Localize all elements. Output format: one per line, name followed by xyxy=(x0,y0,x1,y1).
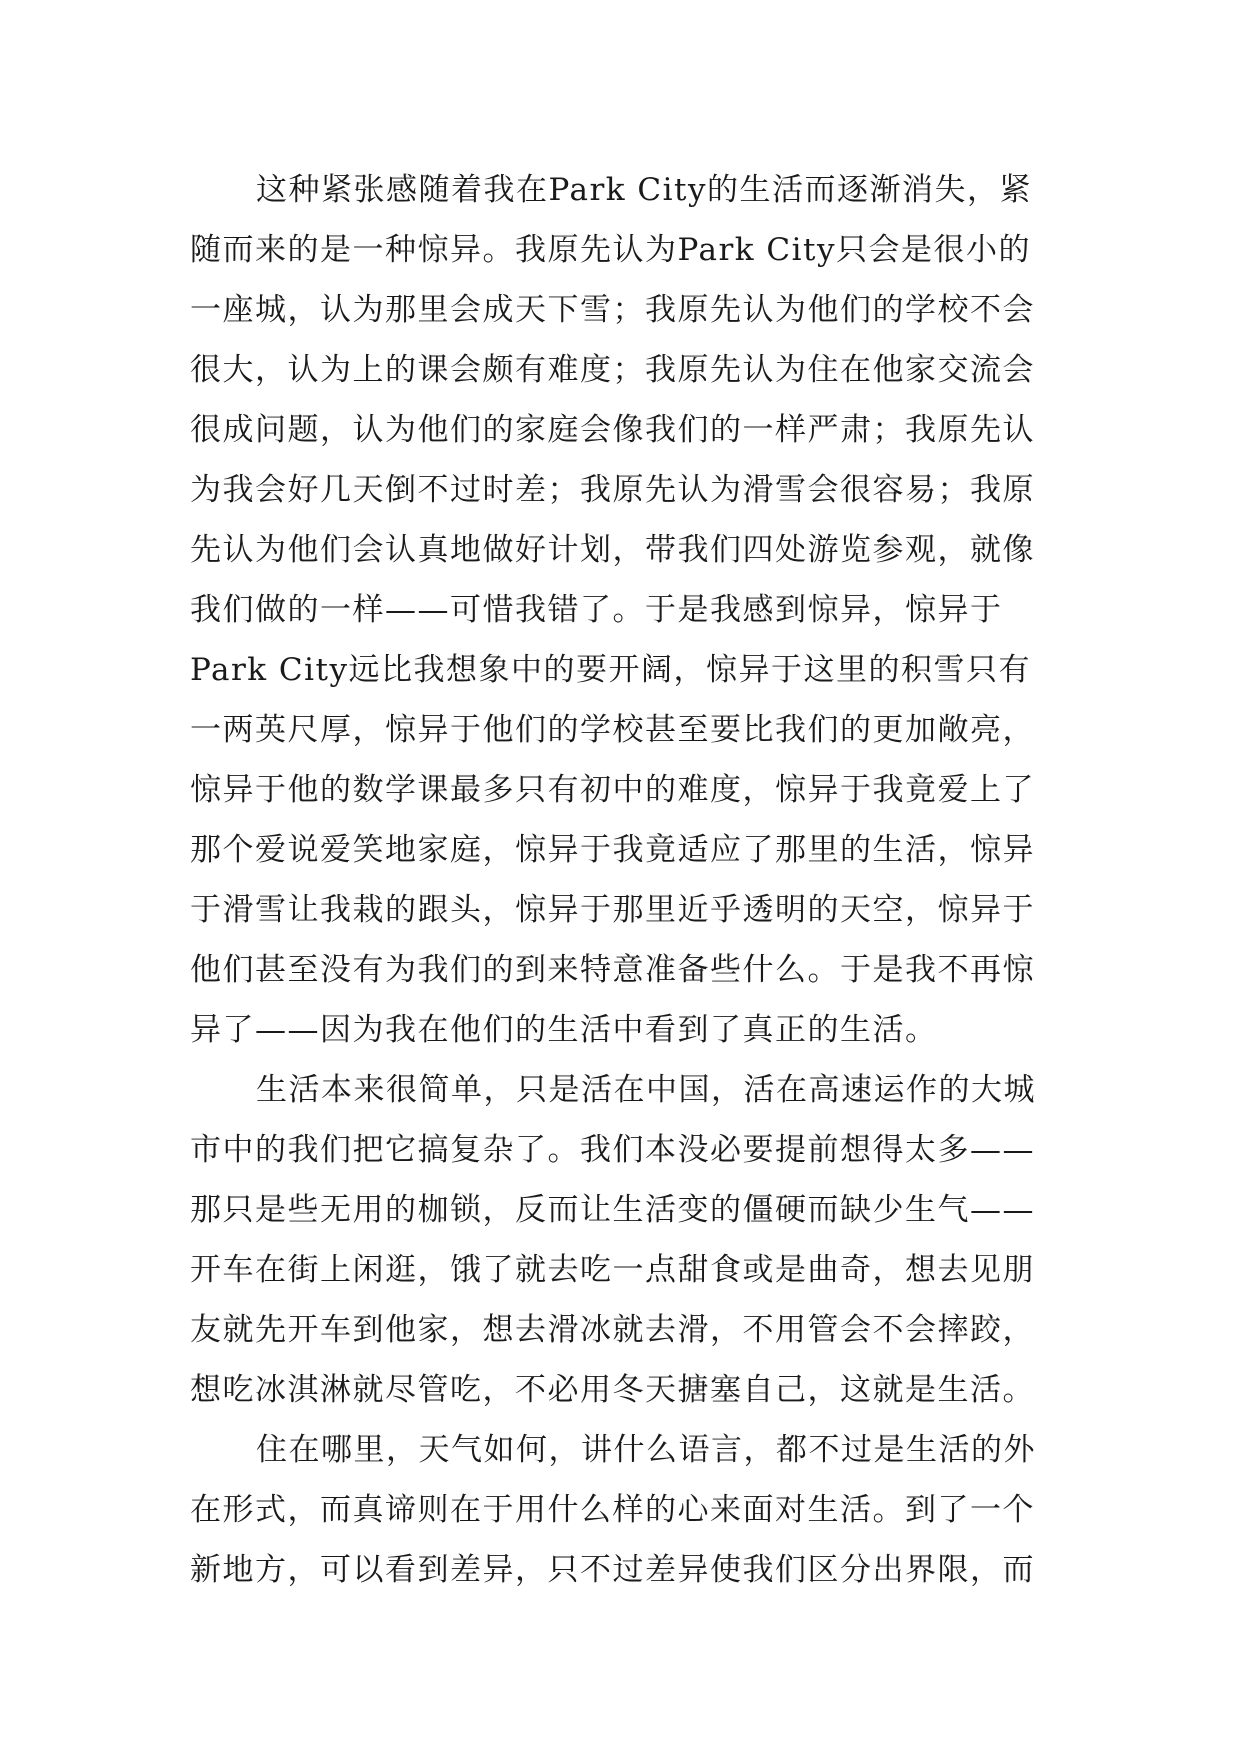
paragraph-3-line-3: 新地方，可以看到差异，只不过差异使我们区分出界限，而 xyxy=(190,1552,1035,1588)
paragraph-1-line-7: 先认为他们会认真地做好计划，带我们四处游览参观，就像 xyxy=(190,532,1035,568)
body-text xyxy=(190,160,1070,1600)
paragraph-1-line-8: 我们做的一样——可惜我错了。于是我感到惊异，惊异于 xyxy=(190,592,1003,628)
paragraph-1-line-11: 惊异于他的数学课最多只有初中的难度，惊异于我竟爱上了 xyxy=(190,772,1035,808)
paragraph-1-line-9: Park City远比我想象中的要开阔，惊异于这里的积雪只有 xyxy=(190,652,1032,688)
paragraph-2-line-1: 生活本来很简单，只是活在中国，活在高速运作的大城 xyxy=(256,1072,1036,1108)
paragraph-1-line-13: 于滑雪让我栽的跟头，惊异于那里近乎透明的天空，惊异于 xyxy=(190,892,1035,928)
paragraph-2-line-3: 那只是些无用的枷锁，反而让生活变的僵硬而缺少生气—— xyxy=(190,1192,1035,1228)
paragraph-1-line-15: 异了——因为我在他们的生活中看到了真正的生活。 xyxy=(190,1012,938,1048)
paragraph-1-line-1: 这种紧张感随着我在Park City的生活而逐渐消失，紧 xyxy=(256,172,1033,208)
paragraph-2-line-5: 友就先开车到他家，想去滑冰就去滑，不用管会不会摔跤， xyxy=(190,1312,1035,1348)
paragraph-1-line-6: 为我会好几天倒不过时差；我原先认为滑雪会很容易；我原 xyxy=(190,472,1035,508)
paragraph-2-line-4: 开车在街上闲逛，饿了就去吃一点甜食或是曲奇，想去见朋 xyxy=(190,1252,1035,1288)
paragraph-3-line-1: 住在哪里，天气如何，讲什么语言，都不过是生活的外 xyxy=(256,1432,1036,1468)
paragraph-3-line-2: 在形式，而真谛则在于用什么样的心来面对生活。到了一个 xyxy=(190,1492,1035,1528)
paragraph-1-line-10: 一两英尺厚，惊异于他们的学校甚至要比我们的更加敞亮， xyxy=(190,712,1035,748)
paragraph-1-line-2: 随而来的是一种惊异。我原先认为Park City只会是很小的 xyxy=(190,232,1032,268)
paragraph-1-line-3: 一座城，认为那里会成天下雪；我原先认为他们的学校不会 xyxy=(190,292,1035,328)
paragraph-1-line-14: 他们甚至没有为我们的到来特意准备些什么。于是我不再惊 xyxy=(190,952,1035,988)
paragraph-2-line-2: 市中的我们把它搞复杂了。我们本没必要提前想得太多—— xyxy=(190,1132,1035,1168)
paragraph-1-line-5: 很成问题，认为他们的家庭会像我们的一样严肃；我原先认 xyxy=(190,412,1035,448)
paragraph-1-line-4: 很大，认为上的课会颇有难度；我原先认为住在他家交流会 xyxy=(190,352,1035,388)
paragraph-2-line-6: 想吃冰淇淋就尽管吃，不必用冬天搪塞自己，这就是生活。 xyxy=(190,1372,1035,1408)
paragraph-1-line-12: 那个爱说爱笑地家庭，惊异于我竟适应了那里的生活，惊异 xyxy=(190,832,1035,868)
